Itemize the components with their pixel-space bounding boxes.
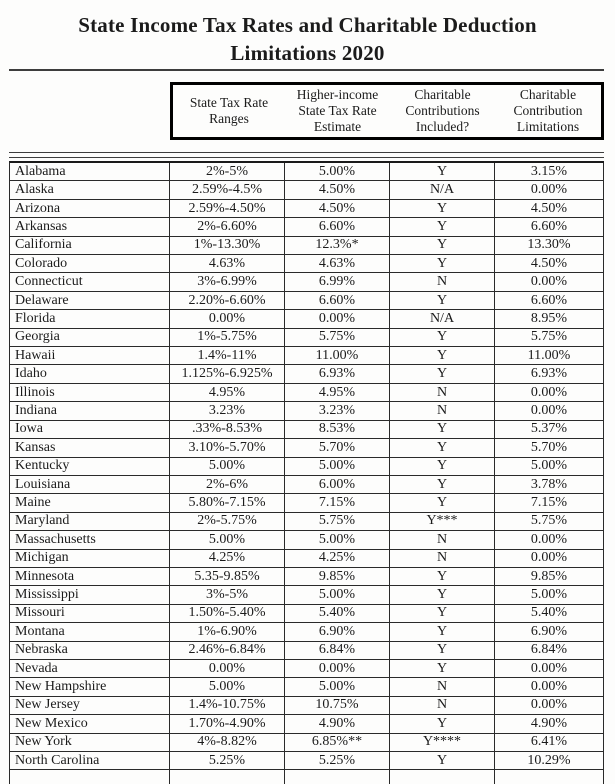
higher-income-rate-estimate-cell: 5.00% xyxy=(285,531,390,549)
table-row xyxy=(10,347,604,365)
table-row xyxy=(10,384,604,402)
state-name-cell: Indiana xyxy=(10,402,170,420)
state-tax-rate-range-cell: 1.4%-10.75% xyxy=(170,697,285,715)
state-name-cell: North Carolina xyxy=(10,752,170,770)
higher-income-rate-estimate-cell: 4.25% xyxy=(285,550,390,568)
table-row xyxy=(10,402,604,420)
contributions-included-cell: N xyxy=(390,697,495,715)
state-name-cell xyxy=(10,770,170,784)
contributions-included-cell: Y xyxy=(390,494,495,512)
state-name-cell: Mississippi xyxy=(10,586,170,604)
contribution-limitation-cell: 6.90% xyxy=(495,623,604,641)
higher-income-rate-estimate-cell: 5.00% xyxy=(285,458,390,476)
state-tax-rate-range-cell: 1%-6.90% xyxy=(170,623,285,641)
contributions-included-cell: Y xyxy=(390,255,495,273)
higher-income-rate-estimate-cell: 11.00% xyxy=(285,347,390,365)
contributions-included-cell: N/A xyxy=(390,310,495,328)
state-name-cell: Kentucky xyxy=(10,458,170,476)
state-tax-rate-range-cell: 1.4%-11% xyxy=(170,347,285,365)
higher-income-rate-estimate-cell: 5.00% xyxy=(285,586,390,604)
table-row xyxy=(10,568,604,586)
contributions-included-cell: Y xyxy=(390,586,495,604)
contributions-included-cell: Y xyxy=(390,292,495,310)
table-row xyxy=(10,513,604,531)
state-tax-rate-range-cell: 2.59%-4.50% xyxy=(170,200,285,218)
state-tax-rate-range-cell: 5.00% xyxy=(170,458,285,476)
higher-income-rate-estimate-cell: 7.15% xyxy=(285,494,390,512)
table-row xyxy=(10,292,604,310)
contributions-included-cell: Y**** xyxy=(390,734,495,752)
table-row xyxy=(10,273,604,291)
state-tax-rate-range-cell: 4.63% xyxy=(170,255,285,273)
higher-income-rate-estimate-cell: 4.63% xyxy=(285,255,390,273)
higher-income-rate-estimate-cell: 6.85%** xyxy=(285,734,390,752)
state-name-cell: New Mexico xyxy=(10,715,170,733)
state-name-cell: California xyxy=(10,237,170,255)
table-row xyxy=(10,715,604,733)
contribution-limitation-cell: 0.00% xyxy=(495,697,604,715)
contribution-limitation-cell: 5.00% xyxy=(495,586,604,604)
table-row xyxy=(10,697,604,715)
table-row xyxy=(10,329,604,347)
higher-income-rate-estimate-cell: 6.90% xyxy=(285,623,390,641)
state-tax-rate-range-cell xyxy=(170,770,285,784)
table-row xyxy=(10,623,604,641)
table-row xyxy=(10,678,604,696)
column-header-state-tax-rate-ranges: State Tax Rate Ranges xyxy=(189,95,269,126)
contribution-limitation-cell: 6.93% xyxy=(495,365,604,383)
state-tax-rate-range-cell: 4.95% xyxy=(170,384,285,402)
state-tax-rate-range-cell: 1.70%-4.90% xyxy=(170,715,285,733)
state-tax-rate-range-cell: 1%-5.75% xyxy=(170,329,285,347)
state-tax-rate-range-cell: 5.00% xyxy=(170,678,285,696)
contribution-limitation-cell: 6.84% xyxy=(495,642,604,660)
higher-income-rate-estimate-cell: 5.75% xyxy=(285,329,390,347)
table-row xyxy=(10,218,604,236)
contributions-included-cell: Y xyxy=(390,660,495,678)
contributions-included-cell: Y xyxy=(390,365,495,383)
contributions-included-cell: Y xyxy=(390,421,495,439)
state-name-cell: New Hampshire xyxy=(10,678,170,696)
contributions-included-cell: Y xyxy=(390,752,495,770)
contribution-limitation-cell: 8.95% xyxy=(495,310,604,328)
higher-income-rate-estimate-cell: 5.00% xyxy=(285,163,390,181)
table-row xyxy=(10,200,604,218)
state-name-cell: Connecticut xyxy=(10,273,170,291)
contribution-limitation-cell: 0.00% xyxy=(495,550,604,568)
state-name-cell: Nevada xyxy=(10,660,170,678)
higher-income-rate-estimate-cell: 12.3%* xyxy=(285,237,390,255)
state-tax-rate-range-cell: 3.23% xyxy=(170,402,285,420)
contributions-included-cell: Y xyxy=(390,237,495,255)
state-name-cell: Montana xyxy=(10,623,170,641)
contributions-included-cell: Y xyxy=(390,568,495,586)
contribution-limitation-cell: 0.00% xyxy=(495,660,604,678)
contribution-limitation-cell: 0.00% xyxy=(495,531,604,549)
state-tax-rate-range-cell: .33%-8.53% xyxy=(170,421,285,439)
state-tax-rate-range-cell: 3%-6.99% xyxy=(170,273,285,291)
contribution-limitation-cell: 4.50% xyxy=(495,200,604,218)
state-name-cell: Michigan xyxy=(10,550,170,568)
higher-income-rate-estimate-cell: 4.50% xyxy=(285,181,390,199)
state-tax-rate-range-cell: 3.10%-5.70% xyxy=(170,439,285,457)
contribution-limitation-cell: 0.00% xyxy=(495,678,604,696)
contribution-limitation-cell: 4.90% xyxy=(495,715,604,733)
contribution-limitation-cell: 0.00% xyxy=(495,273,604,291)
contribution-limitation-cell: 10.29% xyxy=(495,752,604,770)
state-tax-rate-range-cell: 0.00% xyxy=(170,660,285,678)
page-title xyxy=(0,11,615,67)
table-row xyxy=(10,586,604,604)
contributions-included-cell: N xyxy=(390,678,495,696)
state-tax-rate-range-cell: 4.25% xyxy=(170,550,285,568)
state-name-cell: Kansas xyxy=(10,439,170,457)
state-tax-rate-range-cell: 0.00% xyxy=(170,310,285,328)
contribution-limitation-cell: 13.30% xyxy=(495,237,604,255)
state-tax-rate-range-cell: 5.35-9.85% xyxy=(170,568,285,586)
higher-income-rate-estimate-cell: 6.84% xyxy=(285,642,390,660)
higher-income-rate-estimate-cell: 8.53% xyxy=(285,421,390,439)
table-row xyxy=(10,421,604,439)
table-row xyxy=(10,458,604,476)
title-divider-rule xyxy=(9,69,604,71)
column-header-contribution-limitations: Charitable Contribution Limitations xyxy=(513,87,583,134)
higher-income-rate-estimate-cell xyxy=(285,770,390,784)
contributions-included-cell: Y*** xyxy=(390,513,495,531)
state-name-cell: Missouri xyxy=(10,605,170,623)
contribution-limitation-cell: 3.15% xyxy=(495,163,604,181)
table-row xyxy=(10,550,604,568)
contribution-limitation-cell: 7.15% xyxy=(495,494,604,512)
table-row xyxy=(10,310,604,328)
higher-income-rate-estimate-cell: 5.40% xyxy=(285,605,390,623)
higher-income-rate-estimate-cell: 0.00% xyxy=(285,310,390,328)
contribution-limitation-cell: 5.75% xyxy=(495,513,604,531)
state-tax-rate-range-cell: 2.59%-4.5% xyxy=(170,181,285,199)
table-row xyxy=(10,163,604,181)
higher-income-rate-estimate-cell: 6.60% xyxy=(285,218,390,236)
contributions-included-cell: N xyxy=(390,273,495,291)
table-row xyxy=(10,752,604,770)
contributions-included-cell: Y xyxy=(390,439,495,457)
state-name-cell: Illinois xyxy=(10,384,170,402)
contributions-included-cell xyxy=(390,770,495,784)
higher-income-rate-estimate-cell: 6.00% xyxy=(285,476,390,494)
higher-income-rate-estimate-cell: 6.60% xyxy=(285,292,390,310)
contributions-included-cell: Y xyxy=(390,715,495,733)
table-row xyxy=(10,439,604,457)
contributions-included-cell: Y xyxy=(390,605,495,623)
table-row xyxy=(10,494,604,512)
contributions-included-cell: Y xyxy=(390,200,495,218)
table-row-partial xyxy=(10,770,604,784)
state-name-cell: Colorado xyxy=(10,255,170,273)
state-tax-rate-range-cell: 2.46%-6.84% xyxy=(170,642,285,660)
state-name-cell: Maryland xyxy=(10,513,170,531)
table-row xyxy=(10,476,604,494)
higher-income-rate-estimate-cell: 5.00% xyxy=(285,678,390,696)
state-name-cell: Alaska xyxy=(10,181,170,199)
column-header-contributions-included: Charitable Contributions Included? xyxy=(405,87,480,134)
header-divider-double-rule xyxy=(9,152,604,158)
contribution-limitation-cell: 0.00% xyxy=(495,384,604,402)
contributions-included-cell: N xyxy=(390,531,495,549)
table-row xyxy=(10,531,604,549)
state-tax-rate-range-cell: 2%-6% xyxy=(170,476,285,494)
state-tax-rate-range-cell: 2%-5% xyxy=(170,163,285,181)
contribution-limitation-cell: 6.60% xyxy=(495,218,604,236)
contribution-limitation-cell: 6.60% xyxy=(495,292,604,310)
table-row xyxy=(10,642,604,660)
table-row xyxy=(10,255,604,273)
state-name-cell: Georgia xyxy=(10,329,170,347)
contributions-included-cell: Y xyxy=(390,476,495,494)
state-name-cell: Florida xyxy=(10,310,170,328)
column-header-higher-income-estimate: Higher-income State Tax Rate Estimate xyxy=(296,87,379,134)
contribution-limitation-cell: 11.00% xyxy=(495,347,604,365)
higher-income-rate-estimate-cell: 4.50% xyxy=(285,200,390,218)
state-name-cell: Alabama xyxy=(10,163,170,181)
higher-income-rate-estimate-cell: 0.00% xyxy=(285,660,390,678)
contribution-limitation-cell xyxy=(495,770,604,784)
higher-income-rate-estimate-cell: 9.85% xyxy=(285,568,390,586)
contributions-included-cell: N xyxy=(390,384,495,402)
state-name-cell: Nebraska xyxy=(10,642,170,660)
table-row xyxy=(10,734,604,752)
higher-income-rate-estimate-cell: 5.75% xyxy=(285,513,390,531)
contributions-included-cell: Y xyxy=(390,347,495,365)
state-tax-rate-range-cell: 5.25% xyxy=(170,752,285,770)
contribution-limitation-cell: 5.37% xyxy=(495,421,604,439)
table-row xyxy=(10,365,604,383)
state-name-cell: Iowa xyxy=(10,421,170,439)
contribution-limitation-cell: 4.50% xyxy=(495,255,604,273)
state-name-cell: Louisiana xyxy=(10,476,170,494)
contribution-limitation-cell: 0.00% xyxy=(495,402,604,420)
higher-income-rate-estimate-cell: 4.95% xyxy=(285,384,390,402)
state-name-cell: Hawaii xyxy=(10,347,170,365)
higher-income-rate-estimate-cell: 10.75% xyxy=(285,697,390,715)
contribution-limitation-cell: 5.00% xyxy=(495,458,604,476)
contribution-limitation-cell: 0.00% xyxy=(495,181,604,199)
contribution-limitation-cell: 3.78% xyxy=(495,476,604,494)
contributions-included-cell: N xyxy=(390,402,495,420)
state-tax-rate-range-cell: 4%-8.82% xyxy=(170,734,285,752)
contributions-included-cell: N/A xyxy=(390,181,495,199)
state-name-cell: New York xyxy=(10,734,170,752)
contribution-limitation-cell: 9.85% xyxy=(495,568,604,586)
table-header-box xyxy=(170,82,604,140)
contribution-limitation-cell: 6.41% xyxy=(495,734,604,752)
higher-income-rate-estimate-cell: 6.93% xyxy=(285,365,390,383)
contributions-included-cell: N xyxy=(390,550,495,568)
higher-income-rate-estimate-cell: 6.99% xyxy=(285,273,390,291)
state-tax-rate-range-cell: 2.20%-6.60% xyxy=(170,292,285,310)
higher-income-rate-estimate-cell: 3.23% xyxy=(285,402,390,420)
state-name-cell: Massachusetts xyxy=(10,531,170,549)
state-tax-rate-range-cell: 5.00% xyxy=(170,531,285,549)
table-row xyxy=(10,181,604,199)
table-row xyxy=(10,605,604,623)
contributions-included-cell: Y xyxy=(390,623,495,641)
table-row xyxy=(10,660,604,678)
state-tax-rate-range-cell: 1.125%-6.925% xyxy=(170,365,285,383)
state-tax-rate-range-cell: 2%-6.60% xyxy=(170,218,285,236)
page-title-text: State Income Tax Rates and Charitable Deduction Limitations 2020 xyxy=(78,13,537,65)
state-tax-rate-range-cell: 1.50%-5.40% xyxy=(170,605,285,623)
contributions-included-cell: Y xyxy=(390,458,495,476)
contributions-included-cell: Y xyxy=(390,218,495,236)
contribution-limitation-cell: 5.75% xyxy=(495,329,604,347)
contribution-limitation-cell: 5.70% xyxy=(495,439,604,457)
contributions-included-cell: Y xyxy=(390,329,495,347)
state-name-cell: Idaho xyxy=(10,365,170,383)
higher-income-rate-estimate-cell: 5.70% xyxy=(285,439,390,457)
state-tax-rate-range-cell: 3%-5% xyxy=(170,586,285,604)
higher-income-rate-estimate-cell: 4.90% xyxy=(285,715,390,733)
state-tax-rate-range-cell: 2%-5.75% xyxy=(170,513,285,531)
state-name-cell: Minnesota xyxy=(10,568,170,586)
state-name-cell: Maine xyxy=(10,494,170,512)
state-name-cell: New Jersey xyxy=(10,697,170,715)
state-tax-rate-range-cell: 5.80%-7.15% xyxy=(170,494,285,512)
contributions-included-cell: Y xyxy=(390,163,495,181)
table-body xyxy=(9,161,604,784)
state-tax-rate-range-cell: 1%-13.30% xyxy=(170,237,285,255)
state-name-cell: Delaware xyxy=(10,292,170,310)
higher-income-rate-estimate-cell: 5.25% xyxy=(285,752,390,770)
table-row xyxy=(10,237,604,255)
state-name-cell: Arizona xyxy=(10,200,170,218)
contributions-included-cell: Y xyxy=(390,642,495,660)
contribution-limitation-cell: 5.40% xyxy=(495,605,604,623)
state-name-cell: Arkansas xyxy=(10,218,170,236)
